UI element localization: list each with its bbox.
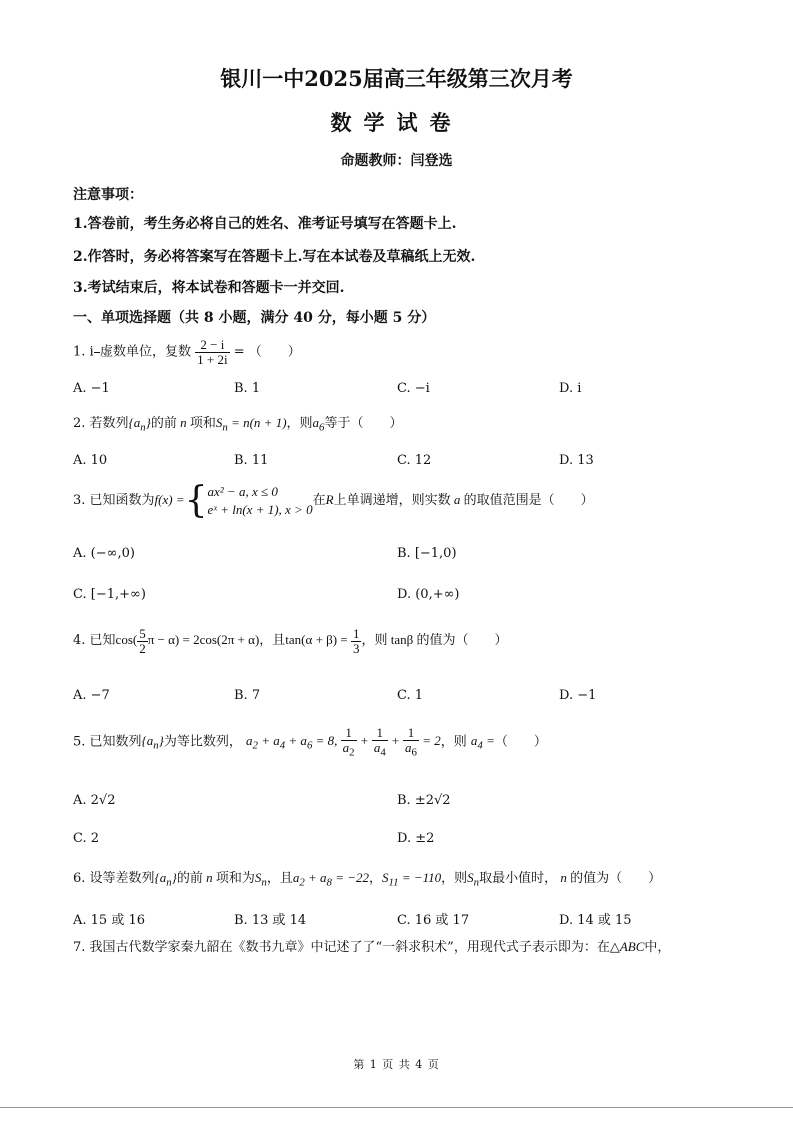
q4-tanb: tanβ bbox=[387, 632, 417, 648]
q2-option-a: A. 10 bbox=[73, 453, 108, 468]
author-line: 命题教师：闫登选 bbox=[340, 153, 453, 169]
q5-option-c: C. 2 bbox=[73, 831, 100, 846]
question-2 bbox=[73, 412, 402, 434]
q6-option-a: A. 15 或 16 bbox=[73, 913, 146, 928]
question-1: 1. i 虚数单位，复数 $\frac{2 - i}{1 + 2i}$ = （ ） bbox=[73, 337, 301, 367]
question-6 bbox=[73, 867, 661, 889]
q7-tail: 中， bbox=[644, 940, 671, 955]
question-3 bbox=[73, 480, 594, 521]
q4-option-a: A. −7 bbox=[73, 688, 110, 703]
q5-text-4: （ ） bbox=[494, 734, 547, 750]
q6-text-7: 取最小值时， bbox=[479, 871, 558, 886]
q2-text-5: 等于（ ） bbox=[324, 416, 403, 431]
q6-sn: $S_n$ bbox=[254, 870, 267, 889]
question-7 bbox=[73, 936, 670, 955]
notice-item-2: 2.作答时，务必将答案写在答题卡上.写在本试卷及草稿纸上无效. bbox=[73, 249, 476, 265]
q3-option-d: D. (0,+∞) bbox=[397, 587, 460, 602]
q3-R: R bbox=[325, 492, 334, 507]
question-4 bbox=[73, 627, 507, 655]
q6-text-5: ， bbox=[369, 871, 383, 886]
q6-option-d: D. 14 或 15 bbox=[559, 913, 632, 928]
question-5 bbox=[73, 726, 547, 759]
q5-equation: $a_2 + a_4 + a_6 = 8$, $\frac{1}{a_2}$ + $\frac{1}{a_4}$ + $\frac{1}{a_6}$ = 2 bbox=[246, 725, 441, 759]
q6-text-8: 的值为（ ） bbox=[570, 871, 662, 886]
page-footer: 第 1 页 共 4 页 bbox=[353, 1058, 440, 1071]
q6-sn-2: $S_n$ bbox=[467, 870, 480, 889]
q5-option-d: D. ±2 bbox=[397, 831, 435, 846]
section-heading: 一、单项选择题（共 8 小题，满分 40 分，每小题 5 分） bbox=[73, 310, 436, 326]
q1-option-b: B. 1 bbox=[234, 381, 261, 396]
q5-option-a: A. 2√2 bbox=[73, 793, 116, 808]
q2-a6: $a_6$ bbox=[312, 415, 325, 434]
bottom-rule bbox=[0, 1107, 793, 1108]
q4-equation-1: cos( $\frac{5}{2}$ π − α) = 2cos(2π + α) bbox=[115, 626, 260, 656]
q7-triangle: △ABC bbox=[609, 939, 645, 954]
q3-cases: ax² − a, x ≤ 0 eˣ + ln(x + 1), x > 0 bbox=[207, 483, 313, 517]
q4-option-c: C. 1 bbox=[397, 688, 424, 703]
q6-n-2: n bbox=[557, 870, 571, 885]
q2-option-d: D. 13 bbox=[559, 453, 594, 468]
q3-text-3: 上单调递增，则实数 bbox=[333, 493, 451, 508]
q2-text-2: 的前 bbox=[150, 416, 177, 431]
q1-option-a: A. −1 bbox=[73, 381, 110, 396]
q2-n: n bbox=[176, 415, 190, 430]
q4-text-3: ，则 bbox=[361, 633, 388, 649]
q3-text-2: 在 bbox=[312, 493, 326, 508]
q1-option-d: D. i bbox=[559, 381, 582, 396]
q2-seq: $\{a_n\}$ bbox=[128, 415, 151, 434]
notice-item-1: 1.答卷前，考生务必将自己的姓名、准考证号填写在答题卡上. bbox=[73, 216, 457, 232]
q2-sum-formula: $S_n = n(n + 1)$ bbox=[215, 415, 287, 434]
q5-text-3: ，则 bbox=[440, 734, 467, 750]
q4-text-4: 的值为（ ） bbox=[416, 633, 508, 649]
q6-option-c: C. 16 或 17 bbox=[397, 913, 470, 928]
q3-fx: f(x) = bbox=[154, 492, 185, 507]
notice-heading: 注意事项： bbox=[73, 187, 143, 203]
q2-text-1: 2. 若数列 bbox=[73, 416, 129, 431]
notice-item-3: 3.考试结束后，将本试卷和答题卡一并交回. bbox=[73, 280, 345, 296]
q1-mid: 虚数单位，复数 bbox=[99, 344, 191, 360]
q1-option-c: C. −i bbox=[397, 381, 430, 396]
q1-prefix: 1. i bbox=[73, 344, 94, 360]
q3-option-c: C. [−1,+∞) bbox=[73, 587, 146, 602]
q5-a4: $a_4$ = bbox=[470, 733, 495, 752]
q1-fraction: $\frac{2 - i}{1 + 2i}$ bbox=[197, 337, 228, 367]
q3-a: a bbox=[450, 492, 464, 507]
q6-eq1: $a_2 + a_8 = -22$ bbox=[292, 870, 370, 889]
q4-text-1: 4. 已知 bbox=[73, 633, 116, 649]
q5-seq: $\{a_n\}$ bbox=[141, 733, 164, 752]
q6-text-6: ，则 bbox=[441, 871, 468, 886]
q5-text-2: 为等比数列， bbox=[163, 734, 242, 750]
q6-n: n bbox=[202, 870, 216, 885]
q6-text-4: ，且 bbox=[266, 871, 293, 886]
exam-title: 银川一中2025届高三年级第三次月考 bbox=[220, 66, 573, 91]
q4-option-b: B. 7 bbox=[234, 688, 261, 703]
q6-text-2: 的前 bbox=[176, 871, 203, 886]
q6-text-1: 6. 设等差数列 bbox=[73, 871, 155, 886]
q6-seq: $\{a_n\}$ bbox=[154, 870, 177, 889]
q3-option-a: A. (−∞,0) bbox=[73, 546, 135, 561]
q3-text-4: 的取值范围是（ ） bbox=[463, 493, 594, 508]
q4-option-d: D. −1 bbox=[559, 688, 597, 703]
q1-blank: （ ） bbox=[248, 344, 301, 360]
q6-eq2: $S_{11} = -110$ bbox=[382, 870, 442, 889]
q2-text-3: 项和 bbox=[189, 416, 216, 431]
q3-option-b: B. [−1,0) bbox=[397, 546, 457, 561]
q6-option-b: B. 13 或 14 bbox=[234, 913, 307, 928]
q2-text-4: ，则 bbox=[286, 416, 313, 431]
q2-option-b: B. 11 bbox=[234, 453, 269, 468]
q5-text-1: 5. 已知数列 bbox=[73, 734, 142, 750]
q7-text: 7. 我国古代数学家秦九韶在《数书九章》中记述了了“一斜求积术”，用现代式子表示即为：在 bbox=[73, 940, 610, 955]
q6-text-3: 项和为 bbox=[215, 871, 255, 886]
q3-text-1: 3. 已知函数为 bbox=[73, 493, 155, 508]
q4-text-2: ，且 bbox=[259, 633, 286, 649]
subject-title: 数学试卷 bbox=[330, 110, 463, 135]
q4-equation-2: tan(α + β) = $\frac{1}{3}$ bbox=[285, 626, 360, 656]
q3-brace: { bbox=[184, 480, 208, 521]
q5-option-b: B. ±2√2 bbox=[397, 793, 451, 808]
q2-option-c: C. 12 bbox=[397, 453, 432, 468]
